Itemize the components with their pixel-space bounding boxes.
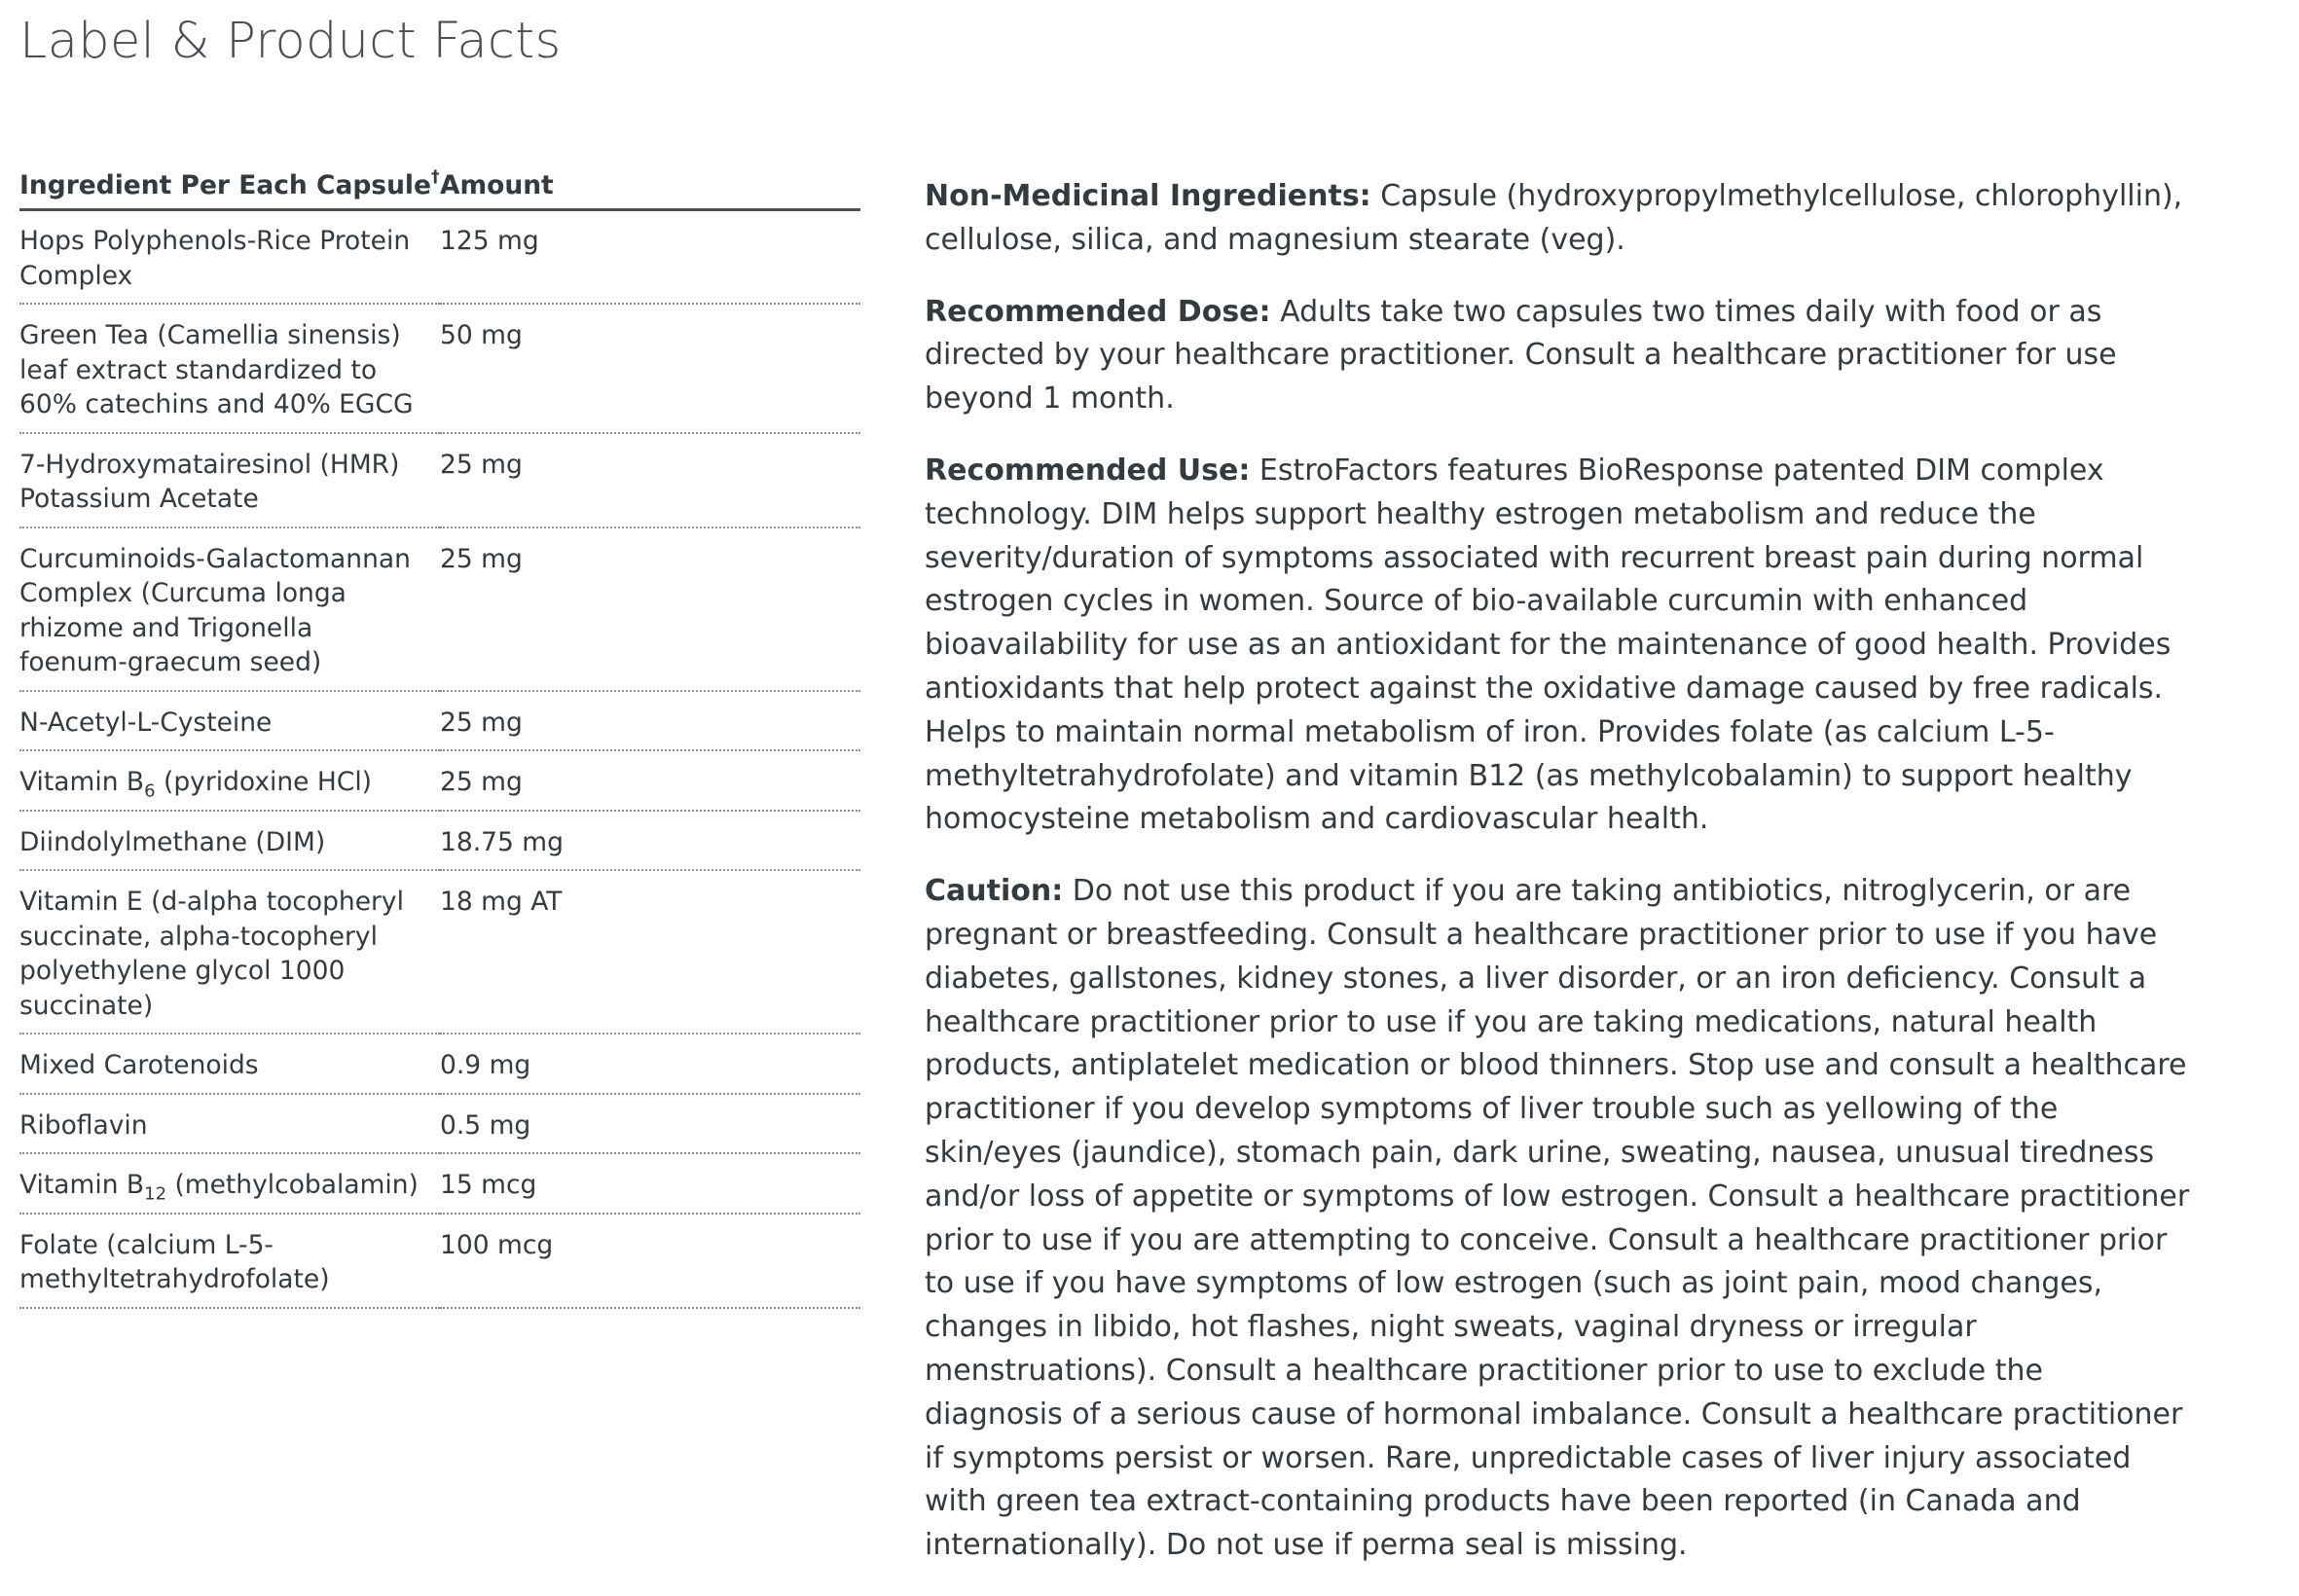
amount-column-header: Amount [440,165,860,210]
ingredient-name [19,304,440,433]
table-row [19,750,860,811]
ingredient-name-suffix: (pyridoxine HCl) [155,767,373,797]
table-row [19,1094,860,1154]
recommended-use-text: EstroFactors features BioResponse patented DIM complex technology. DIM helps support healthy estrogen metabolism and reduce the severity/duration of symptoms associated with recurrent breast pain during normal estrogen cycles in women. Source of bio-available curcumin with enhanced bioavailability for use as an antioxidant for the maintenance of good health. Provides antioxidants that help protect against the oxidative damage caused by free radicals. Helps to maintain normal metabolism of iron. Provides folate (as calcium L-5-methyltetrahydrofolate) and vitamin B12 (as methylcobalamin) to support healthy homocysteine metabolism and cardiovascular health. [925,453,2171,837]
ingredient-amount: 25 mg [440,527,860,691]
ingredient-name [19,433,440,527]
ingredient-name [19,210,440,305]
ingredient-name [19,870,440,1034]
caution [925,870,2190,1568]
ingredient-rows [19,210,860,1308]
ingredient-column-header [19,165,440,210]
ingredient-header-label: Ingredient Per Each Capsule [19,170,431,200]
table-row [19,1034,860,1094]
table-row [19,1153,860,1214]
table-row [19,210,860,305]
dagger-footnote-mark: † [431,167,440,188]
ingredient-amount: 25 mg [440,750,860,811]
caution-label: Caution: [925,874,1064,909]
ingredient-name-text: Vitamin B [19,767,145,797]
ingredient-name [19,1153,440,1214]
ingredient-name [19,1214,440,1308]
ingredient-name-text: 7-Hydroxymatairesinol (HMR) Potassium Acetate [19,449,400,514]
ingredient-name-text: Curcuminoids-Galactomannan Complex (Curcuma longa rhizome and Trigonella foenum-graecum seed) [19,543,411,677]
recommended-dose [925,291,2190,421]
vitamin-subscript: 6 [144,780,156,802]
ingredient-name [19,811,440,871]
ingredient-amount: 18.75 mg [440,811,860,871]
table-header-row [19,165,860,210]
ingredient-name-text: Hops Polyphenols-Rice Protein Complex [19,226,411,291]
non-medicinal-label: Non-Medicinal Ingredients: [925,179,1371,213]
ingredient-amount: 25 mg [440,691,860,751]
ingredient-name-text: Vitamin E (d-alpha tocopheryl succinate, alpha-tocopheryl polyethylene glycol 1000 succinate) [19,887,404,1021]
ingredient-amount: 18 mg AT [440,870,860,1034]
non-medicinal-ingredients [925,175,2190,263]
ingredient-name [19,1034,440,1094]
table-row [19,1214,860,1308]
ingredient-amount: 0.9 mg [440,1034,860,1094]
table-row [19,527,860,691]
ingredient-name-text: Folate (calcium L-5-methyltetrahydrofolate) [19,1229,330,1294]
ingredient-name-suffix: (methylcobalamin) [166,1170,419,1200]
table-row [19,433,860,527]
ingredient-amount: 15 mcg [440,1153,860,1214]
ingredient-amount: 25 mg [440,433,860,527]
ingredient-name [19,750,440,811]
table-row [19,870,860,1034]
ingredient-name-text: N-Acetyl-L-Cysteine [19,707,273,738]
table-row [19,304,860,433]
recommended-use-label: Recommended Use: [925,453,1251,488]
recommended-use [925,450,2190,842]
ingredient-amount: 0.5 mg [440,1094,860,1154]
ingredient-name-text: Riboflavin [19,1109,148,1141]
ingredient-name [19,527,440,691]
recommended-dose-label: Recommended Dose: [925,294,1271,329]
table-row [19,811,860,871]
ingredient-name-text: Mixed Carotenoids [19,1050,259,1080]
ingredient-name-text: Green Tea (Camellia sinensis) leaf extract standardized to 60% catechins and 40% EGCG [19,320,414,419]
label-info [925,175,2190,1596]
ingredient-name-text: Vitamin B [19,1170,145,1200]
table-row [19,691,860,751]
ingredient-name-text: Diindolylmethane (DIM) [19,826,326,857]
ingredient-amount: 50 mg [440,304,860,433]
ingredient-amount: 125 mg [440,210,860,305]
ingredient-name [19,1094,440,1154]
ingredient-name [19,691,440,751]
recommended-dose-text: Adults take two capsules two times daily with food or as directed by your healthcare practitioner. Consult a healthcare practitioner for use beyond 1 month. [925,294,2117,417]
vitamin-subscript: 12 [144,1183,167,1205]
page-title: Label & Product Facts [19,13,562,70]
ingredients-table [19,165,860,1309]
ingredient-amount: 100 mcg [440,1214,860,1308]
caution-text: Do not use this product if you are taking antibiotics, nitroglycerin, or are pregnant or breastfeeding. Consult a healthcare practitioner prior to use if you have diabetes, gallstones, kidney stones, a liver disorder, or an iron deficiency. Consult a healthcare practitioner prior to use if you are taking medications, natural health products, antiplatelet medication or blood thinners. Stop use and consult a healthcare practitioner if you develop symptoms of liver trouble such as yellowing of the skin/eyes (jaundice), stomach pain, dark urine, sweating, nausea, unusual tiredness and/or loss of appetite or symptoms of low estrogen. Consult a healthcare practitioner prior to use if you are attempting to conceive. Consult a healthcare practitioner prior to use if you have symptoms of low estrogen (such as joint pain, mood changes, changes in libido, hot flashes, night sweats, vaginal dryness or irregular menstruations). Consult a healthcare practitioner prior to use to exclude the diagnosis of a serious cause of hormonal imbalance. Consult a healthcare practitioner if symptoms persist or worsen. Rare, unpredictable cases of liver injury associated with green tea extract-containing products have been reported (in Canada and internationally). Do not use if perma seal is missing. [925,874,2190,1563]
non-medicinal-text: Capsule (hydroxypropylmethylcellulose, chlorophyllin), cellulose, silica, and magnesium stearate (veg). [925,179,2183,257]
